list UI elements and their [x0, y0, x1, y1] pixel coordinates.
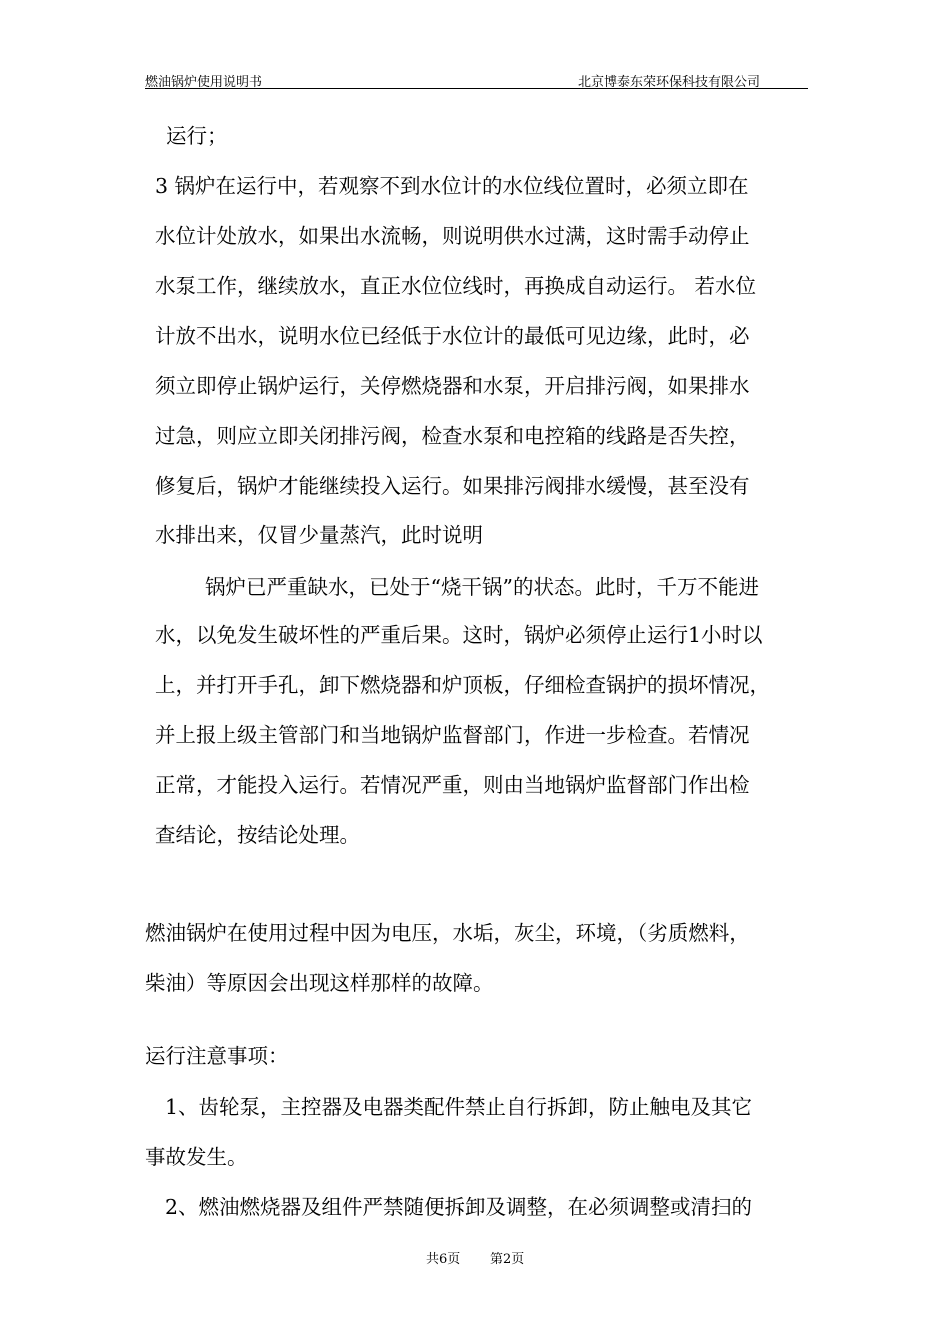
text-line: 1、齿轮泵，主控器及电器类配件禁止自行拆卸，防止触电及其它 — [165, 1095, 753, 1119]
text-line: 锅炉已严重缺水，已处于“烧干锅”的状态。此时，千万不能进 — [205, 575, 759, 599]
current-page: 第2页 — [490, 1252, 525, 1267]
text-line: 修复后，锅炉才能继续投入运行。如果排污阀排水缓慢，甚至没有 — [155, 474, 750, 498]
text-line: 2、燃油燃烧器及组件严禁随便拆卸及调整，在必须调整或清扫的 — [165, 1195, 753, 1219]
text-line: 查结论，按结论处理。 — [155, 823, 360, 847]
header-doc-title: 燃油锅炉使用说明书 — [145, 75, 263, 90]
text-line: 正常，才能投入运行。若情况严重，则由当地锅炉监督部门作出检 — [155, 773, 750, 797]
text-line: 3 锅炉在运行中，若观察不到水位计的水位线位置时，必须立即在 — [155, 174, 749, 198]
text-line: 须立即停止锅炉运行，关停燃烧器和水泵，开启排污阀，如果排水 — [155, 374, 750, 398]
text-line: 事故发生。 — [145, 1145, 248, 1169]
text-line: 上，并打开手孔，卸下燃烧器和炉顶板，仔细检查锅护的损坏情况， — [155, 673, 770, 697]
text-line: 运行； — [166, 124, 228, 148]
text-line: 水泵工作，继续放水，直正水位位线时，再换成自动运行。 若水位 — [155, 274, 757, 298]
page-header — [145, 68, 808, 89]
text-line: 水排出来，仅冒少量蒸汽，此时说明 — [155, 523, 483, 547]
text-line: 计放不出水，说明水位已经低于水位计的最低可见边缘，此时，必 — [155, 324, 750, 348]
text-line: 柴油）等原因会出现这样那样的故障。 — [145, 971, 494, 995]
text-line: 燃油锅炉在使用过程中因为电压，水垢，灰尘，环境，（劣质燃料， — [145, 921, 750, 945]
text-line: 运行注意事项： — [145, 1044, 289, 1068]
text-line: 并上报上级主管部门和当地锅炉监督部门，作进一步检查。若情况 — [155, 723, 750, 747]
text-line: 水，以免发生破坏性的严重后果。这时，锅炉必须停止运行1小时以 — [155, 623, 763, 647]
header-company: 北京博泰东荣环保科技有限公司 — [577, 75, 760, 90]
text-line: 过急，则应立即关闭排污阀，检查水泵和电控箱的线路是否失控， — [155, 424, 750, 448]
text-line: 水位计处放水，如果出水流畅，则说明供水过满，这时需手动停止 — [155, 224, 750, 248]
total-pages: 共6页 — [426, 1252, 461, 1267]
